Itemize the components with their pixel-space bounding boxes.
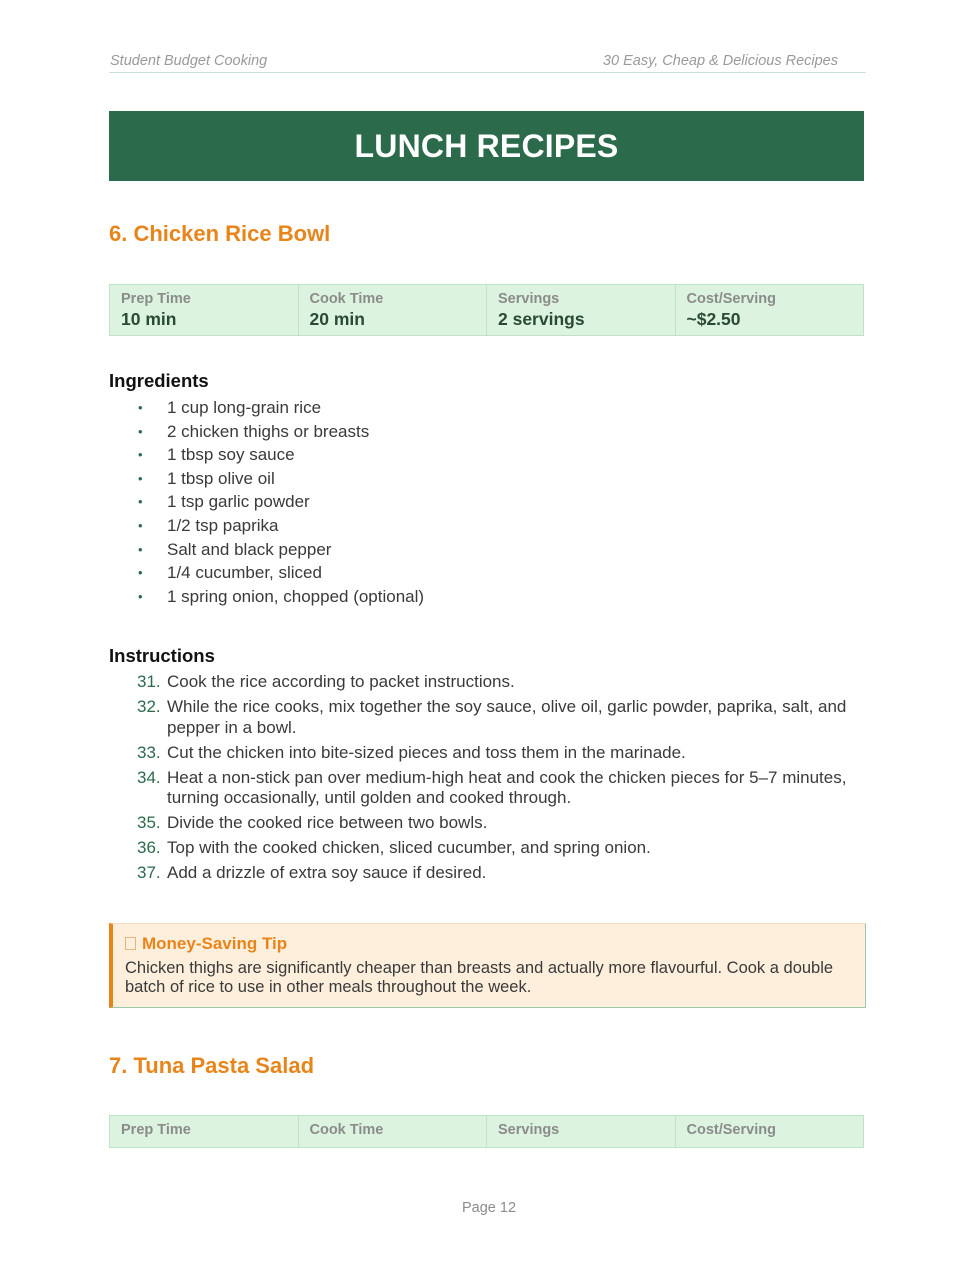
info-value: ~$2.50 — [686, 309, 741, 329]
ingredient-text: 1 tsp garlic powder — [167, 492, 310, 512]
info-label: Prep Time — [121, 1122, 191, 1138]
tip-title-text: Money-Saving Tip — [142, 934, 288, 953]
list-item — [109, 515, 424, 539]
list-item — [109, 539, 424, 563]
list-item — [109, 491, 424, 515]
bullet-icon: • — [138, 565, 143, 581]
bullet-icon: • — [138, 400, 143, 415]
ingredient-text: 1 cup long-grain rice — [167, 398, 322, 417]
info-cell-cook-time — [298, 285, 487, 335]
step-number: 33. — [137, 742, 161, 762]
info-label: Servings — [498, 1122, 560, 1138]
step-text: Cut the chicken into bite-sized pieces and toss them in the marinade. — [167, 742, 686, 762]
info-label: Cost/Serving — [686, 291, 776, 307]
tip-text: Chicken thighs are significantly cheaper than breasts and actually more flavourful. Cook a double batch of rice to use in other meals throughout the week. — [125, 959, 834, 996]
step-text: Cook the rice according to packet instructions. — [167, 672, 515, 691]
step-text: While the rice cooks, mix together the soy sauce, olive oil, garlic powder, paprika, salt, and pepper in a bowl. — [167, 697, 847, 737]
bullet-icon: • — [138, 517, 143, 533]
list-item — [109, 562, 424, 586]
ingredient-text: 1 tbsp olive oil — [167, 468, 275, 488]
bullet-icon: • — [138, 423, 143, 439]
instruction-step — [109, 768, 859, 809]
info-cell-cost-per-serving — [675, 1116, 864, 1147]
step-number: 36. — [137, 838, 161, 857]
list-item — [109, 586, 424, 610]
step-number: 34. — [137, 767, 161, 787]
ingredients-heading: Ingredients — [109, 370, 209, 391]
info-cell-servings — [486, 285, 675, 335]
ingredient-text: 1/4 cucumber, sliced — [167, 563, 322, 583]
header-subtitle: 30 Easy, Cheap & Delicious Recipes — [602, 53, 838, 69]
tip-title — [125, 934, 851, 954]
ingredient-text: 1 tbsp soy sauce — [167, 445, 295, 465]
running-header — [109, 52, 866, 73]
bullet-icon: • — [138, 447, 143, 463]
info-value: 10 min — [121, 309, 177, 329]
section-banner: LUNCH RECIPES — [109, 111, 864, 181]
list-item — [109, 397, 424, 421]
list-item — [109, 444, 424, 468]
instructions-list — [109, 672, 859, 888]
step-number: 32. — [137, 697, 161, 716]
ingredient-text: 1/2 tsp paprika — [167, 515, 279, 535]
instruction-step — [109, 672, 859, 693]
recipe-title: 6. Chicken Rice Bowl — [109, 221, 331, 246]
info-cell-prep-time — [110, 285, 298, 335]
info-label: Cook Time — [309, 291, 384, 307]
instruction-step — [109, 863, 859, 884]
step-text: Add a drizzle of extra soy sauce if desired. — [167, 863, 487, 882]
recipe-info-table — [109, 1115, 864, 1148]
ingredient-text: 1 spring onion, chopped (optional) — [167, 586, 425, 606]
step-number: 37. — [137, 863, 161, 882]
recipe-title: 7. Tuna Pasta Salad — [109, 1053, 315, 1078]
header-book-title: Student Budget Cooking — [110, 53, 268, 69]
recipe-info-table — [109, 284, 864, 336]
info-cell-servings — [486, 1116, 675, 1147]
info-cell-prep-time — [110, 1116, 298, 1147]
bullet-icon: • — [138, 494, 143, 510]
bullet-icon: • — [138, 470, 143, 486]
info-value: 20 min — [309, 309, 365, 329]
info-value: 2 servings — [498, 309, 585, 329]
ingredients-list — [109, 397, 424, 609]
step-number: 35. — [137, 813, 161, 832]
bullet-icon: • — [138, 541, 143, 557]
info-cell-cost-per-serving — [675, 285, 864, 335]
step-text: Top with the cooked chicken, sliced cucumber, and spring onion. — [167, 838, 651, 857]
tip-icon — [125, 937, 136, 950]
ingredient-text: 2 chicken thighs or breasts — [167, 421, 370, 441]
instruction-step — [109, 813, 859, 834]
info-label: Prep Time — [121, 291, 191, 307]
ingredient-text: Salt and black pepper — [167, 539, 332, 559]
step-number: 31. — [137, 672, 161, 691]
info-label: Cook Time — [309, 1122, 384, 1138]
instructions-heading: Instructions — [109, 645, 215, 666]
page-number: Page 12 — [461, 1200, 517, 1216]
step-text: Divide the cooked rice between two bowls. — [167, 813, 488, 832]
instruction-step — [109, 697, 859, 738]
bullet-icon: • — [138, 588, 143, 604]
list-item — [109, 421, 424, 445]
instruction-step — [109, 838, 859, 859]
info-label: Cost/Serving — [686, 1122, 776, 1138]
instruction-step — [109, 743, 859, 764]
info-label: Servings — [498, 291, 560, 307]
info-cell-cook-time — [298, 1116, 487, 1147]
money-saving-tip-box — [109, 923, 866, 1008]
step-text: Heat a non-stick pan over medium-high heat and cook the chicken pieces for 5–7 minutes, turning occasionally, until golden and cooked through. — [167, 767, 847, 807]
list-item — [109, 468, 424, 492]
